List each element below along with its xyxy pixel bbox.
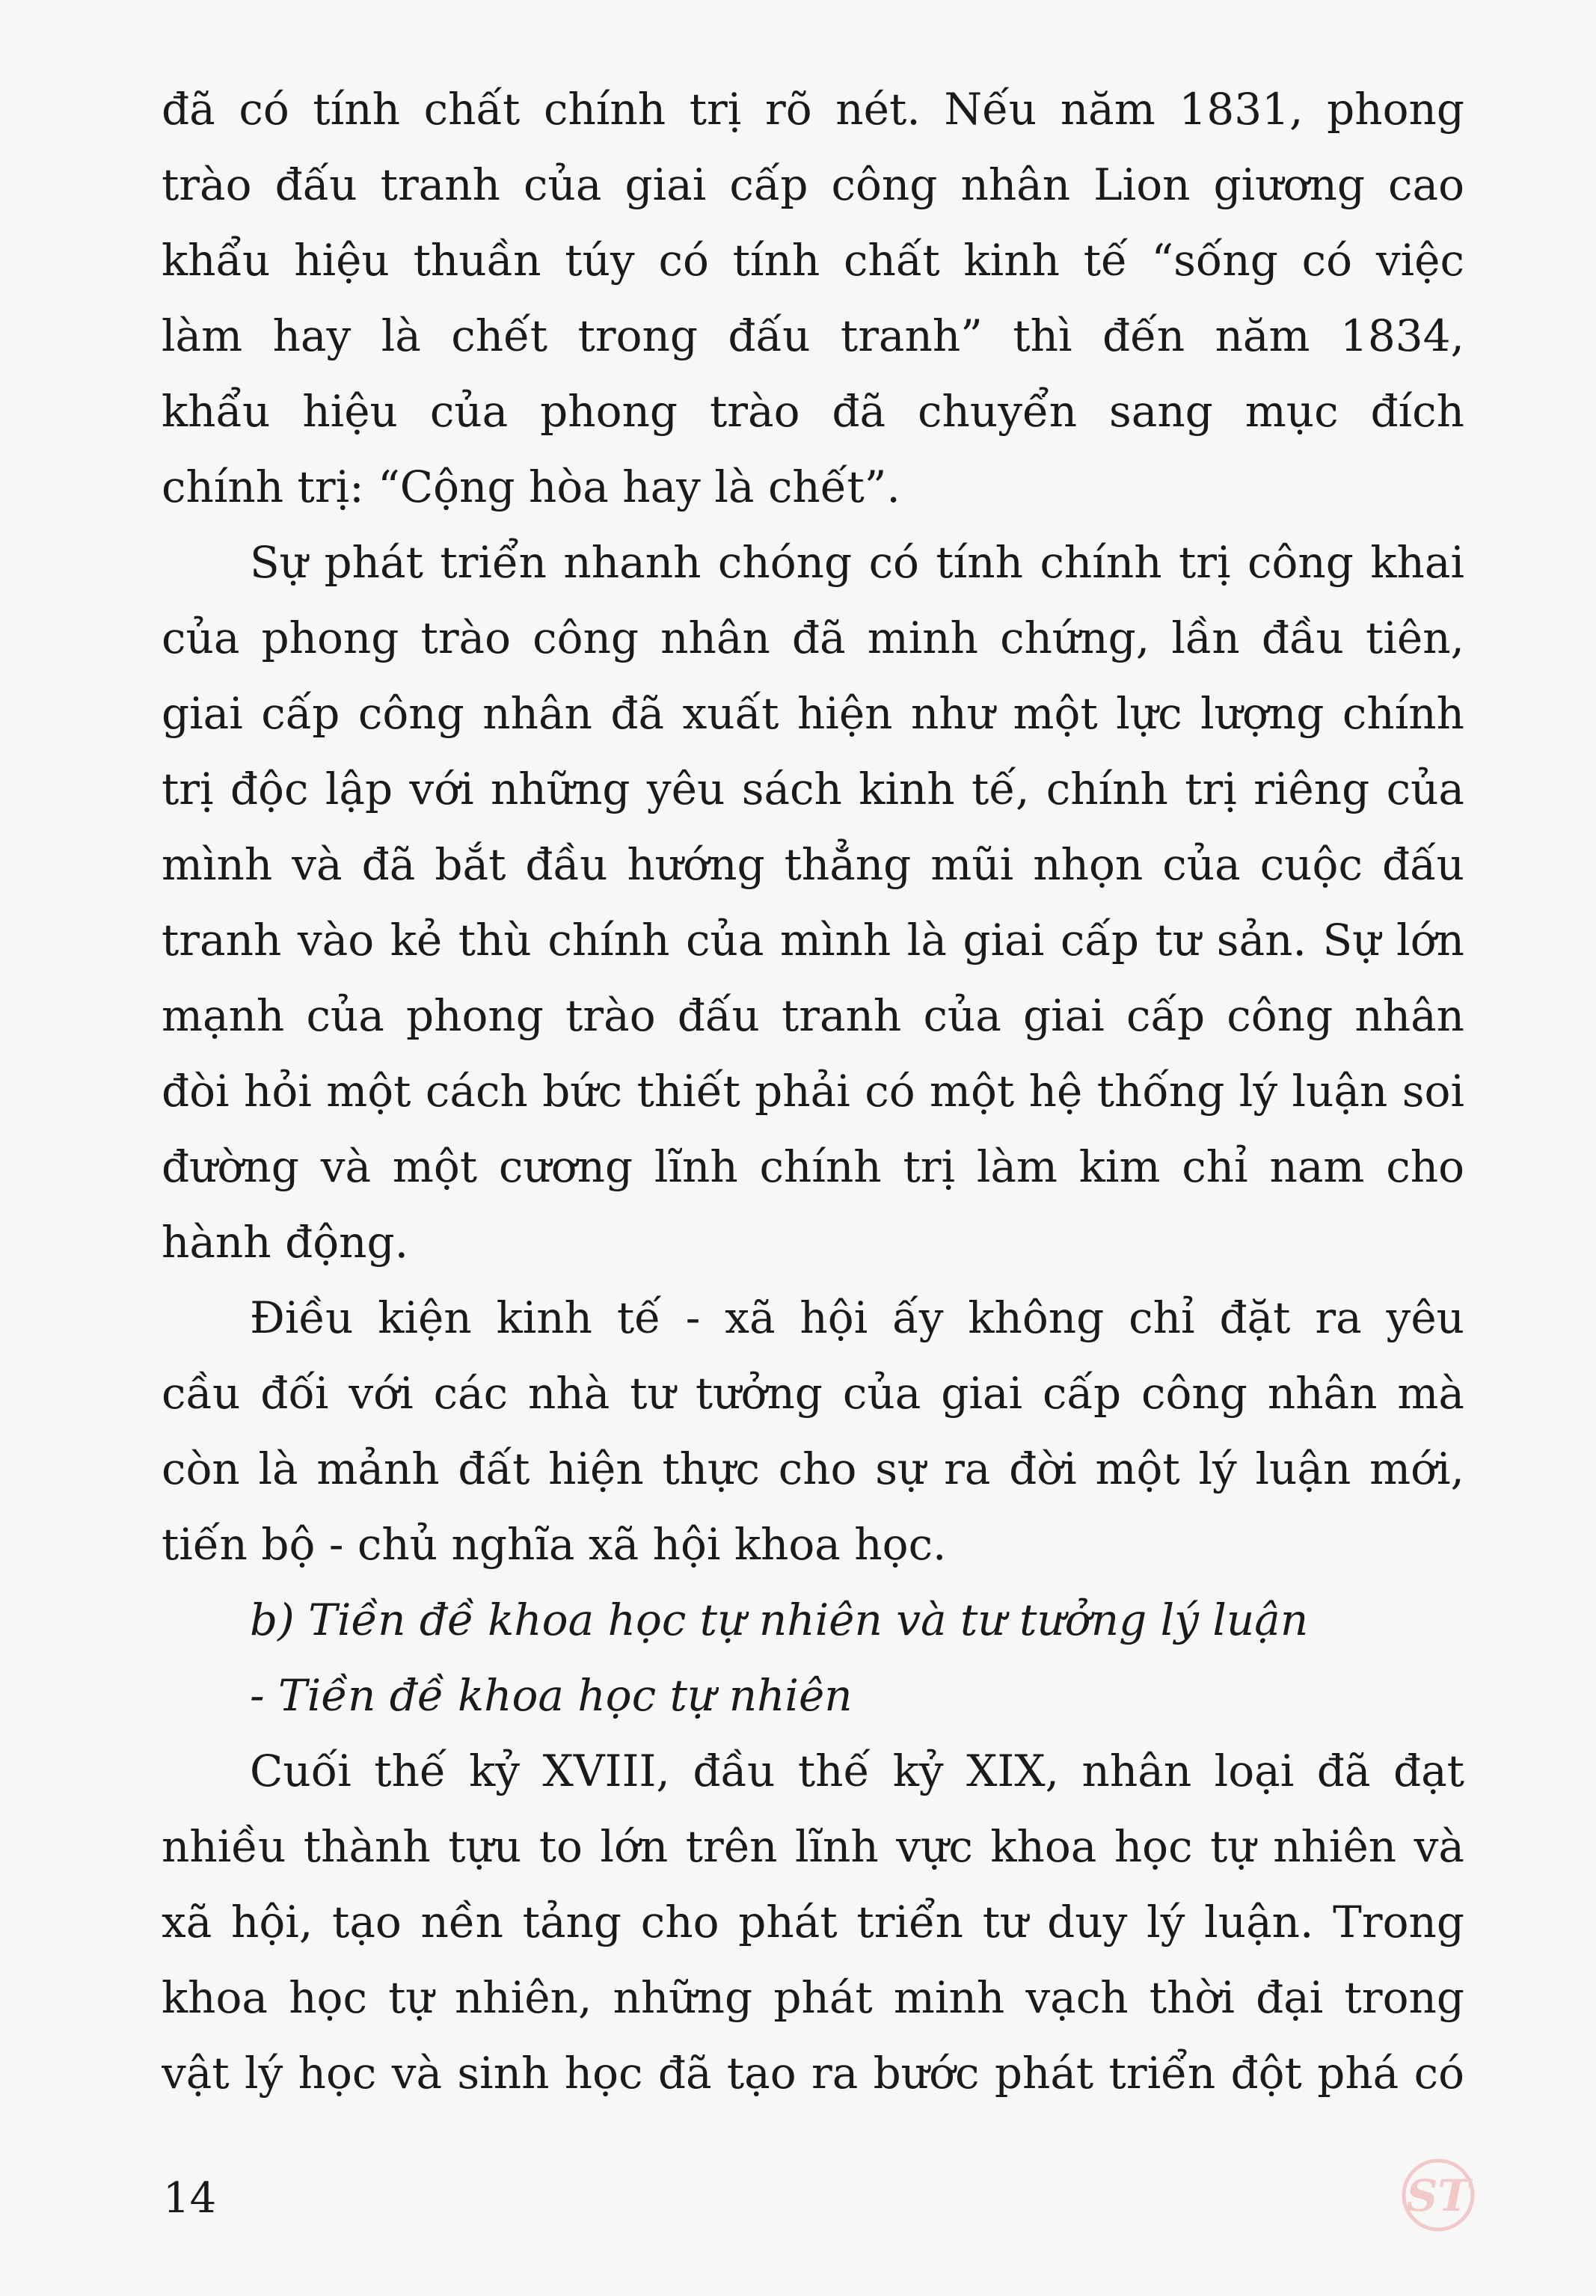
text-line-25: xã hội, tạo nền tảng cho phát triển tư duy lý luận. Trong xyxy=(162,1897,1464,1947)
section-heading-b: b) Tiền đề khoa học tự nhiên và tư tưởng lý luận xyxy=(250,1594,1309,1645)
text-line-16: hành động. xyxy=(162,1217,409,1268)
text-line-9: giai cấp công nhân đã xuất hiện như một lực lượng chính xyxy=(162,688,1464,739)
text-line-4: làm hay là chết trong đấu tranh” thì đến năm 1834, xyxy=(162,310,1464,361)
text-line-27: vật lý học và sinh học đã tạo ra bước phát triển đột phá có xyxy=(162,2048,1464,2099)
text-line-11: mình và đã bắt đầu hướng thẳng mũi nhọn của cuộc đấu xyxy=(162,839,1464,890)
text-line-15: đường và một cương lĩnh chính trị làm kim chỉ nam cho xyxy=(162,1141,1464,1192)
text-line-24: nhiều thành tựu to lớn trên lĩnh vực khoa học tự nhiên và xyxy=(162,1821,1464,1872)
text-line-8: của phong trào công nhân đã minh chứng, lần đầu tiên, xyxy=(162,613,1464,663)
publisher-logo-icon xyxy=(1397,2154,1479,2236)
text-line-10: trị độc lập với những yêu sách kinh tế, chính trị riêng của xyxy=(162,764,1464,814)
text-line-14: đòi hỏi một cách bức thiết phải có một hệ thống lý luận soi xyxy=(162,1066,1464,1117)
text-line-12: tranh vào kẻ thù chính của mình là giai cấp tư sản. Sự lớn xyxy=(162,915,1464,966)
subsection-heading: - Tiền đề khoa học tự nhiên xyxy=(250,1670,853,1721)
text-line-17: Điều kiện kinh tế - xã hội ấy không chỉ đặt ra yêu xyxy=(250,1292,1464,1343)
text-line-18: cầu đối với các nhà tư tưởng của giai cấp công nhân mà xyxy=(162,1368,1464,1419)
text-line-19: còn là mảnh đất hiện thực cho sự ra đời một lý luận mới, xyxy=(162,1443,1464,1494)
text-line-13: mạnh của phong trào đấu tranh của giai cấp công nhân xyxy=(162,990,1464,1041)
text-line-7: Sự phát triển nhanh chóng có tính chính trị công khai xyxy=(250,537,1464,588)
text-line-20: tiến bộ - chủ nghĩa xã hội khoa học. xyxy=(162,1519,947,1570)
page-body xyxy=(162,72,1464,2111)
text-line-23: Cuối thế kỷ XVIII, đầu thế kỷ XIX, nhân loại đã đạt xyxy=(250,1746,1464,1796)
text-line-1: đã có tính chất chính trị rõ nét. Nếu năm 1831, phong xyxy=(162,84,1464,135)
page-number: 14 xyxy=(163,2174,217,2223)
text-line-5: khẩu hiệu của phong trào đã chuyển sang mục đích xyxy=(162,386,1464,437)
text-line-6: chính trị: “Cộng hòa hay là chết”. xyxy=(162,461,900,512)
text-line-3: khẩu hiệu thuần túy có tính chất kinh tế “sống có việc xyxy=(162,235,1464,286)
logo-text: ST xyxy=(1406,2170,1470,2221)
text-line-26: khoa học tự nhiên, những phát minh vạch thời đại trong xyxy=(162,1972,1464,2023)
text-line-2: trào đấu tranh của giai cấp công nhân Lion giương cao xyxy=(162,159,1464,210)
